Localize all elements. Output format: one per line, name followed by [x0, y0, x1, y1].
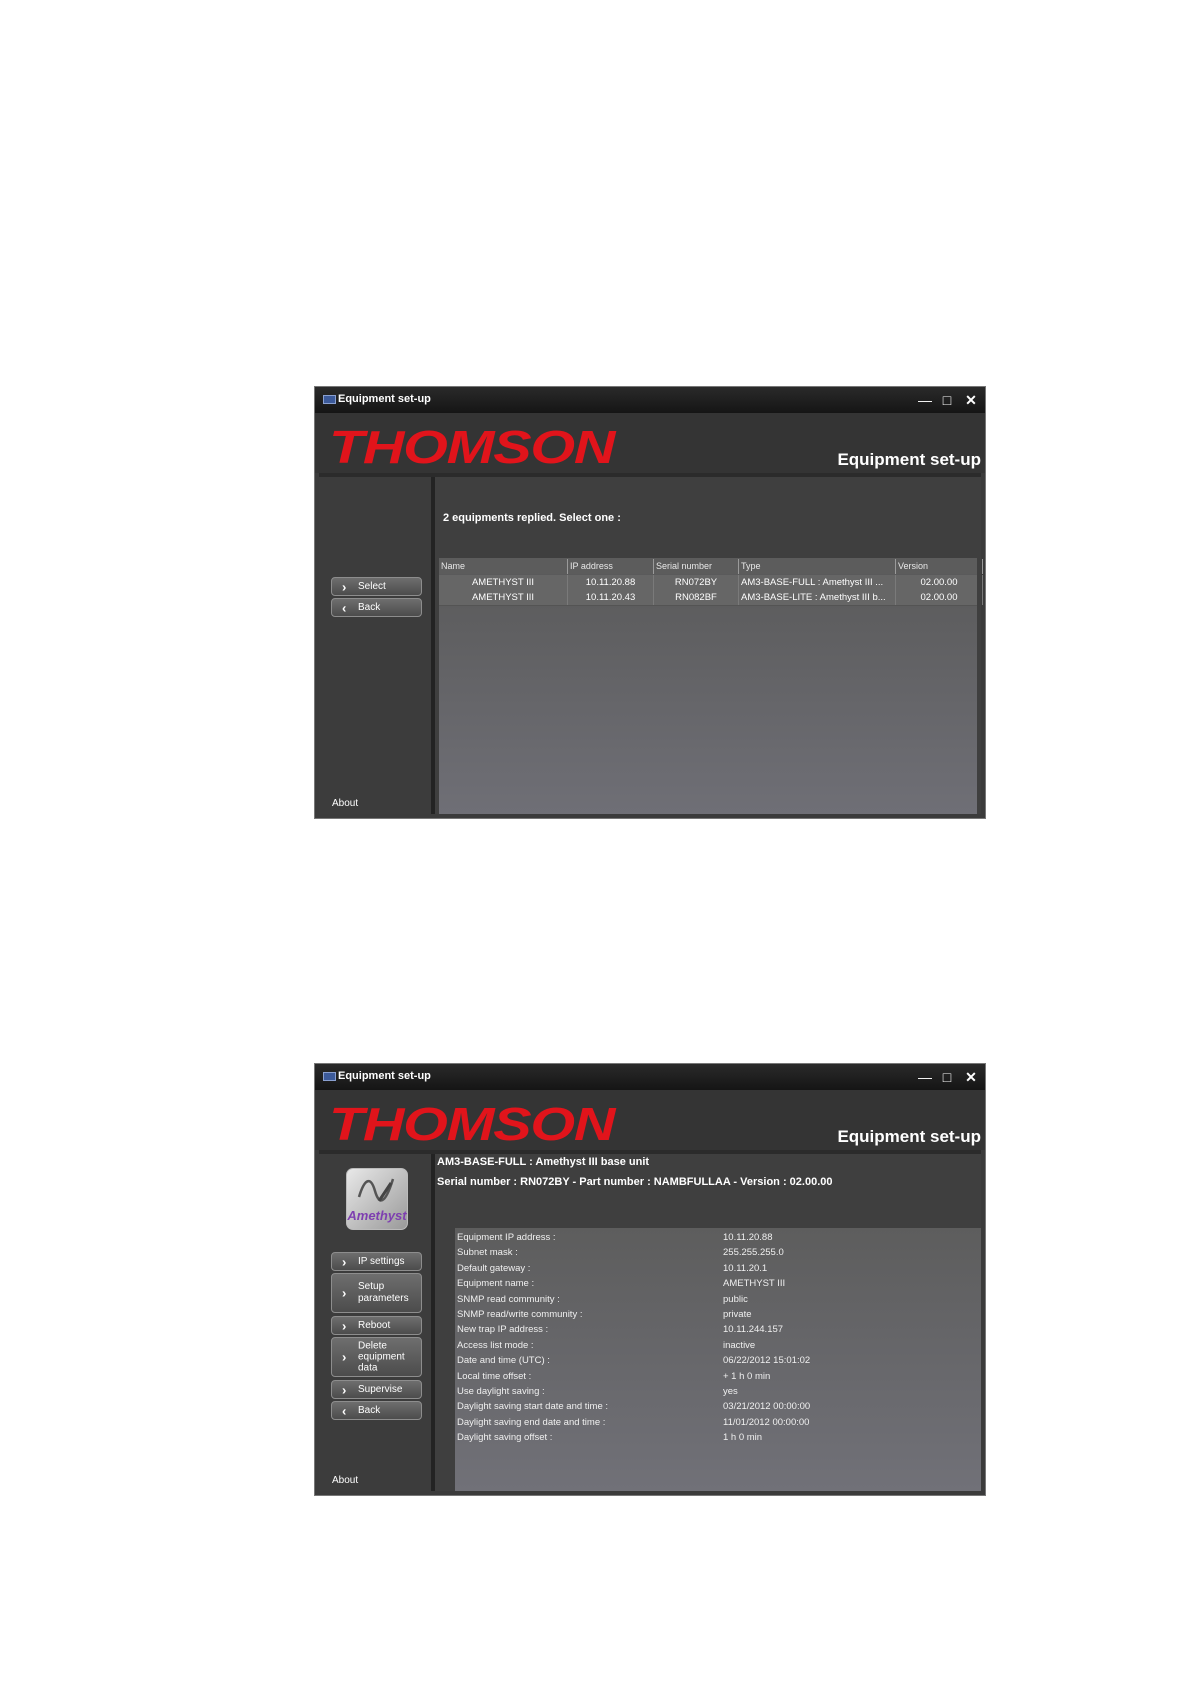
property-value: 1 h 0 min: [723, 1432, 763, 1444]
content-pane: [435, 477, 981, 814]
maximize-icon[interactable]: □: [942, 1069, 952, 1085]
ip-settings-label: IP settings: [358, 1255, 405, 1267]
cell-version: 02.00.00: [896, 575, 983, 590]
reboot-label: Reboot: [358, 1319, 391, 1331]
column-header-name[interactable]: Name: [439, 559, 568, 574]
window-title: Equipment set-up: [338, 393, 431, 405]
chevron-left-icon: ‹: [342, 600, 347, 615]
property-row: [455, 1246, 981, 1261]
cell-type: AM3-BASE-FULL : Amethyst III ...: [739, 575, 896, 590]
property-key: Daylight saving offset :: [457, 1432, 553, 1444]
equipment-setup-window-select: [314, 386, 986, 819]
property-row: [455, 1416, 981, 1431]
cell-serial: RN082BF: [654, 590, 739, 605]
chevron-right-icon: ›: [342, 1285, 347, 1301]
property-value: 10.11.20.1: [723, 1262, 768, 1274]
property-row: [455, 1385, 981, 1400]
banner-subtitle: Equipment set-up: [837, 450, 981, 469]
back-button-label: Back: [358, 1404, 381, 1416]
property-key: Access list mode :: [457, 1339, 534, 1351]
about-link[interactable]: About: [332, 798, 359, 809]
app-icon: [323, 1072, 336, 1081]
property-value: public: [723, 1293, 748, 1305]
property-value: AMETHYST III: [723, 1278, 786, 1290]
cell-ip: 10.11.20.43: [568, 590, 654, 605]
amethyst-product-icon: [346, 1168, 408, 1230]
replied-message: 2 equipments replied. Select one :: [443, 512, 621, 524]
chevron-right-icon: ›: [342, 1382, 347, 1397]
property-row: [455, 1400, 981, 1415]
property-value: 03/21/2012 00:00:00: [723, 1401, 811, 1413]
property-row: [455, 1323, 981, 1338]
property-value: 10.11.20.88: [723, 1232, 773, 1243]
property-row: [455, 1277, 981, 1292]
column-header-serial[interactable]: Serial number: [654, 559, 739, 574]
select-button[interactable]: [331, 577, 422, 596]
property-value: private: [723, 1309, 752, 1320]
property-row: [455, 1231, 981, 1246]
close-icon[interactable]: ✕: [965, 392, 977, 408]
properties-panel: [455, 1228, 981, 1491]
table-row[interactable]: [439, 590, 977, 606]
delete-equipment-data-button[interactable]: [331, 1337, 422, 1377]
banner: [315, 413, 985, 473]
property-row: [455, 1262, 981, 1277]
thomson-logo: THOMSON: [329, 421, 615, 473]
property-row: [455, 1293, 981, 1308]
left-pane: [319, 477, 431, 814]
cell-serial: RN072BY: [654, 575, 739, 590]
minimize-icon[interactable]: —: [918, 392, 932, 408]
product-wave-graphic: [357, 1175, 397, 1205]
banner: [315, 1090, 985, 1150]
title-bar[interactable]: [315, 387, 985, 413]
property-value: 10.11.244.157: [723, 1324, 784, 1336]
close-icon[interactable]: ✕: [965, 1069, 977, 1085]
property-key: Default gateway :: [457, 1262, 531, 1274]
property-key: Use daylight saving :: [457, 1386, 545, 1397]
chevron-left-icon: ‹: [342, 1403, 347, 1418]
chevron-right-icon: ›: [342, 579, 347, 594]
property-row: [455, 1370, 981, 1385]
left-pane: [319, 1154, 431, 1491]
property-value: + 1 h 0 min: [723, 1370, 771, 1382]
property-key: Equipment IP address :: [457, 1232, 556, 1243]
back-button[interactable]: [331, 1401, 422, 1420]
back-button-label: Back: [358, 601, 381, 613]
delete-equipment-data-label: Delete equipment data: [358, 1340, 405, 1374]
property-row: [455, 1354, 981, 1369]
property-key: New trap IP address :: [457, 1324, 549, 1336]
property-key: Daylight saving start date and time :: [457, 1401, 609, 1413]
cell-name: AMETHYST III: [439, 590, 568, 605]
chevron-right-icon: ›: [342, 1254, 347, 1269]
select-button-label: Select: [358, 580, 386, 592]
product-image-label: Amethyst: [347, 1208, 407, 1223]
banner-subtitle: Equipment set-up: [837, 1127, 981, 1146]
property-key: Subnet mask :: [457, 1247, 518, 1259]
property-value: inactive: [723, 1339, 756, 1351]
property-value: 11/01/2012 00:00:00: [723, 1416, 810, 1428]
equipment-serial-heading: Serial number : RN072BY - Part number : NAMBFULLAA - Version : 02.00.00: [437, 1176, 833, 1188]
equipment-table: [439, 558, 977, 814]
table-row[interactable]: [439, 575, 977, 591]
setup-parameters-button[interactable]: [331, 1273, 422, 1313]
equipment-setup-window-details: [314, 1063, 986, 1496]
content-pane: [435, 1154, 981, 1491]
reboot-button[interactable]: [331, 1316, 422, 1335]
supervise-label: Supervise: [358, 1383, 403, 1395]
cell-name: AMETHYST III: [439, 575, 568, 590]
property-key: Equipment name :: [457, 1278, 535, 1290]
app-icon: [323, 395, 336, 404]
column-header-ip[interactable]: IP address: [568, 559, 654, 574]
property-key: Date and time (UTC) :: [457, 1355, 550, 1367]
window-title: Equipment set-up: [338, 1070, 431, 1082]
property-key: Local time offset :: [457, 1370, 532, 1382]
equipment-type-heading: AM3-BASE-FULL : Amethyst III base unit: [437, 1156, 650, 1168]
maximize-icon[interactable]: □: [942, 392, 952, 408]
property-row: [455, 1431, 981, 1446]
back-button[interactable]: [331, 598, 422, 617]
minimize-icon[interactable]: —: [918, 1069, 932, 1085]
cell-version: 02.00.00: [896, 590, 983, 605]
cell-type: AM3-BASE-LITE : Amethyst III b...: [739, 590, 896, 605]
property-row: [455, 1308, 981, 1323]
chevron-right-icon: ›: [342, 1349, 347, 1365]
about-link[interactable]: About: [332, 1475, 359, 1486]
column-header-version[interactable]: Version: [896, 559, 983, 574]
property-key: SNMP read community :: [457, 1293, 560, 1305]
property-key: SNMP read/write community :: [457, 1309, 583, 1320]
ip-settings-button[interactable]: [331, 1252, 422, 1271]
cell-ip: 10.11.20.88: [568, 575, 654, 590]
column-header-type[interactable]: Type: [739, 559, 896, 574]
title-bar[interactable]: [315, 1064, 985, 1090]
setup-parameters-label: Setup parameters: [358, 1281, 409, 1304]
supervise-button[interactable]: [331, 1380, 422, 1399]
table-header: [439, 558, 977, 574]
thomson-logo: THOMSON: [329, 1098, 615, 1150]
property-row: [455, 1339, 981, 1354]
chevron-right-icon: ›: [342, 1318, 347, 1333]
property-value: 06/22/2012 15:01:02: [723, 1355, 811, 1367]
property-value: 255.255.255.0: [723, 1247, 784, 1259]
property-key: Daylight saving end date and time :: [457, 1416, 606, 1428]
property-value: yes: [723, 1386, 738, 1397]
